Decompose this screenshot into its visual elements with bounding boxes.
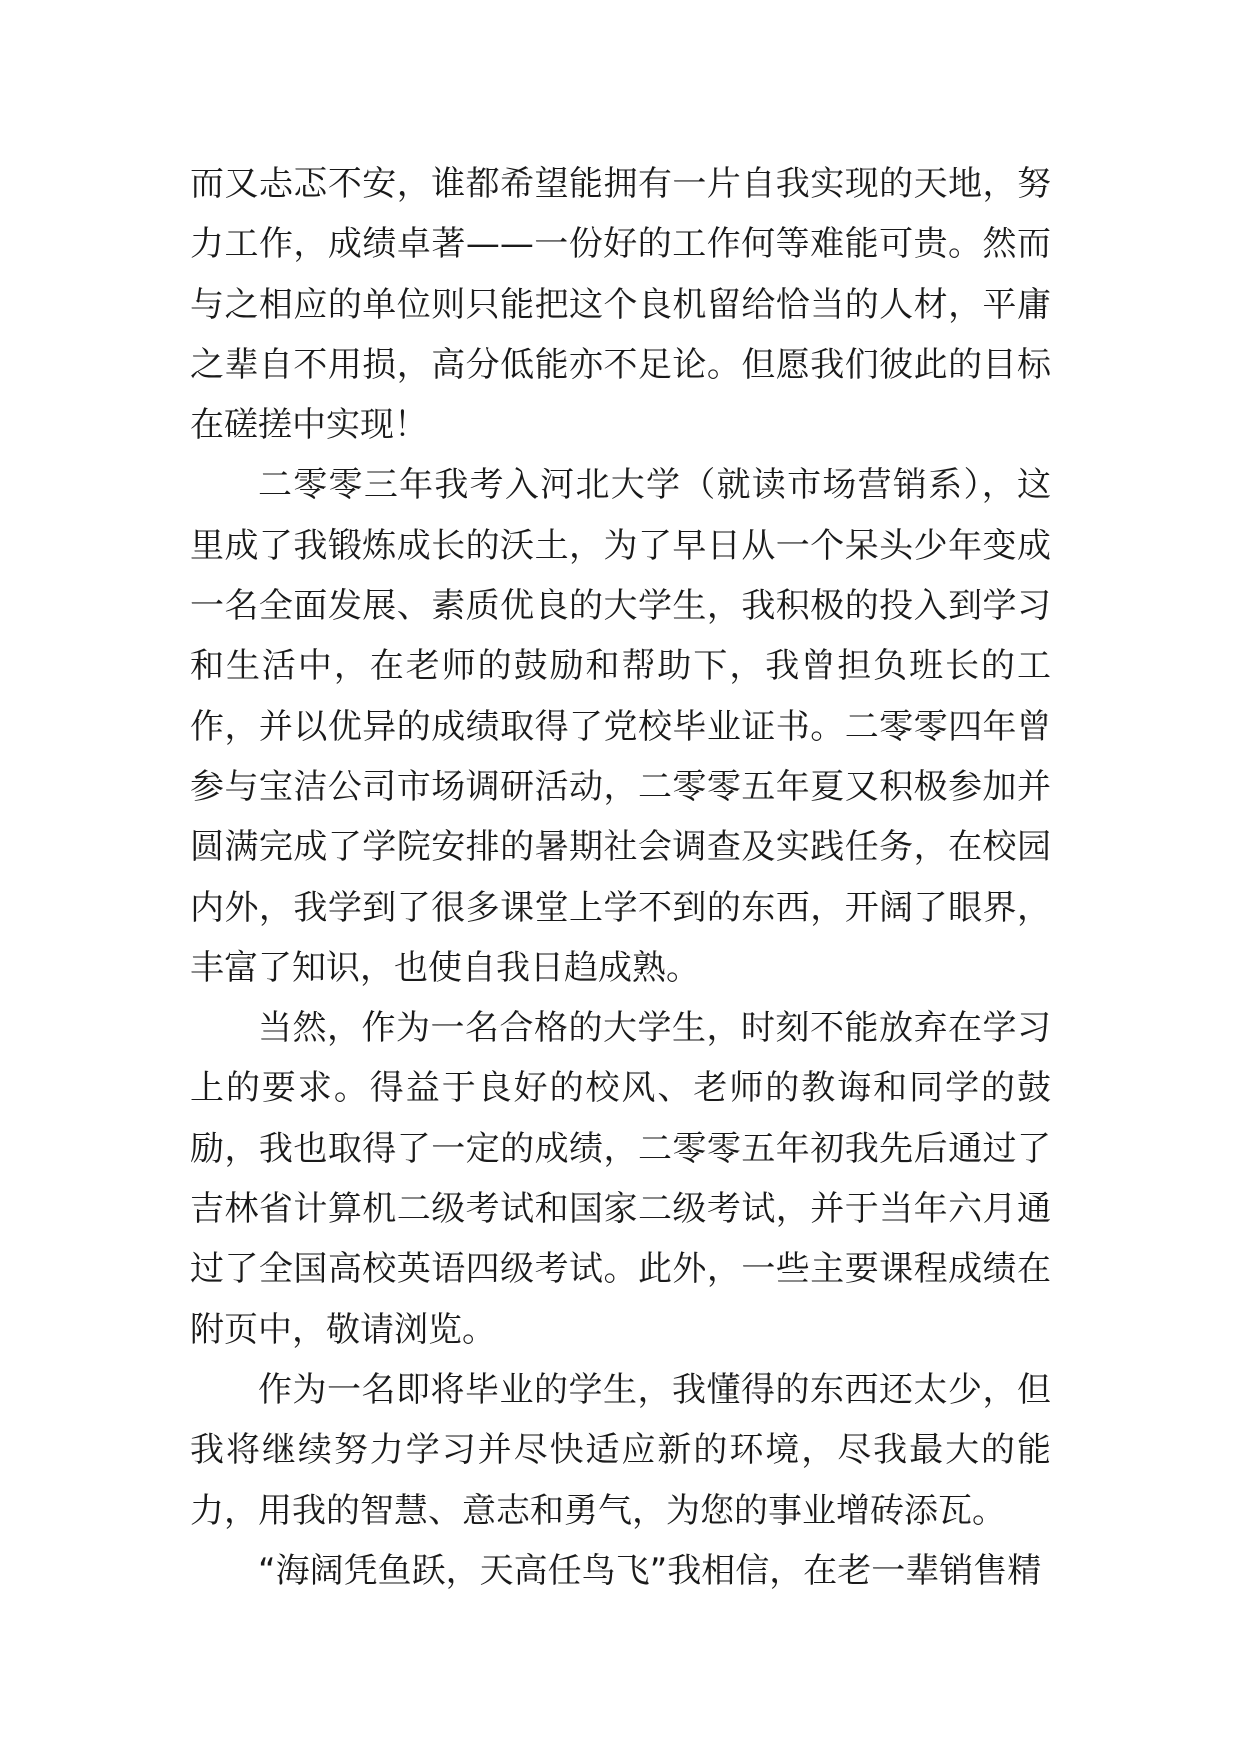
paragraph: “海阔凭鱼跃，天高任鸟飞”我相信，在老一辈销售精 [258,1550,1042,1591]
document-body [190,154,1051,1601]
paragraph: 作为一名即将毕业的学生，我懂得的东西还太少，但我将继续努力学习并尽快适应新的环境，尽我最大的能力，用我的智慧、意志和勇气，为您的事业增砖添瓦。 [190,1369,1051,1531]
paragraph: 二零零三年我考入河北大学（就读市场营销系），这里成了我锻炼成长的沃土，为了早日从一个呆头少年变成一名全面发展、素质优良的大学生，我积极的投入到学习和生活中，在老师的鼓励和帮助下，我曾担负班长的工作，并以优异的成绩取得了党校毕业证书。二零零四年曾参与宝洁公司市场调研活动，二零零五年夏又积极参加并圆满完成了学院安排的暑期社会调查及实践任务，在校园内外，我学到了很多课堂上学不到的东西，开阔了眼界，丰富了知识，也使自我日趋成熟。 [190,465,1051,988]
paragraph: 而又忐忑不安，谁都希望能拥有一片自我实现的天地，努力工作，成绩卓著——一份好的工作何等难能可贵。然而与之相应的单位则只能把这个良机留给恰当的人材，平庸之辈自不用损，高分低能亦不足论。但愿我们彼此的目标在磋搓中实现！ [190,164,1051,446]
paragraph: 当然，作为一名合格的大学生，时刻不能放弃在学习上的要求。得益于良好的校风、老师的教诲和同学的鼓励，我也取得了一定的成绩，二零零五年初我先后通过了吉林省计算机二级考试和国家二级考试，并于当年六月通过了全国高校英语四级考试。此外，一些主要课程成绩在附页中，敬请浏览。 [190,1008,1051,1350]
